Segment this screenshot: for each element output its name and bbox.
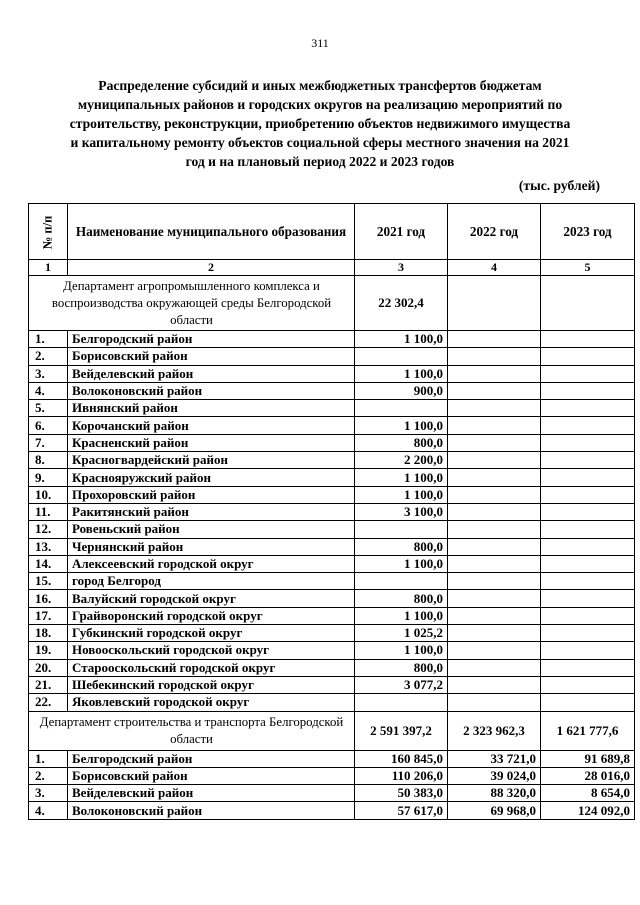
column-index-row	[29, 260, 635, 276]
row-value-2023	[541, 573, 635, 590]
row-value-2022: 33 721,0	[448, 750, 541, 767]
department-name: Департамент строительства и транспорта Белгородской области	[29, 711, 355, 750]
row-value-2022	[448, 434, 541, 451]
row-name: Алексеевский городской округ	[68, 555, 355, 572]
row-value-2022	[448, 331, 541, 348]
row-value-2023	[541, 642, 635, 659]
row-value-2022	[448, 538, 541, 555]
row-name: Чернянский район	[68, 538, 355, 555]
row-name: Ивнянский район	[68, 400, 355, 417]
row-value-2021: 800,0	[355, 590, 448, 607]
row-number: 4.	[29, 382, 68, 399]
row-value-2021: 1 100,0	[355, 486, 448, 503]
row-name: Валуйский городской округ	[68, 590, 355, 607]
row-value-2022	[448, 503, 541, 520]
table-row	[29, 750, 635, 767]
row-number: 3.	[29, 785, 68, 802]
row-value-2023	[541, 590, 635, 607]
table-row	[29, 503, 635, 520]
department-total-2021: 2 591 397,2	[355, 711, 448, 750]
row-value-2022	[448, 348, 541, 365]
table-row	[29, 452, 635, 469]
column-index: 4	[448, 260, 541, 276]
department-total-2023	[541, 276, 635, 331]
subsidy-table	[28, 203, 635, 820]
row-value-2021: 800,0	[355, 538, 448, 555]
column-index: 2	[68, 260, 355, 276]
row-number: 19.	[29, 642, 68, 659]
table-row	[29, 434, 635, 451]
row-number: 2.	[29, 767, 68, 784]
header-2022: 2022 год	[448, 204, 541, 260]
row-value-2022	[448, 417, 541, 434]
row-value-2021	[355, 573, 448, 590]
department-total-2022	[448, 276, 541, 331]
row-number: 3.	[29, 365, 68, 382]
row-value-2023	[541, 694, 635, 711]
row-value-2022	[448, 452, 541, 469]
table-row	[29, 486, 635, 503]
table-row	[29, 767, 635, 784]
row-number: 21.	[29, 676, 68, 693]
row-number: 13.	[29, 538, 68, 555]
row-value-2021: 800,0	[355, 434, 448, 451]
title-line: год и на плановый период 2022 и 2023 годов	[185, 154, 455, 169]
table-row	[29, 802, 635, 819]
table-row	[29, 694, 635, 711]
row-value-2022	[448, 573, 541, 590]
row-value-2023	[541, 676, 635, 693]
row-value-2022	[448, 469, 541, 486]
row-value-2021: 50 383,0	[355, 785, 448, 802]
row-number: 8.	[29, 452, 68, 469]
table-row	[29, 538, 635, 555]
row-value-2023: 124 092,0	[541, 802, 635, 819]
row-value-2023	[541, 452, 635, 469]
row-name: Грайворонский городской округ	[68, 607, 355, 624]
row-number: 7.	[29, 434, 68, 451]
row-value-2021	[355, 400, 448, 417]
department-total-2022: 2 323 962,3	[448, 711, 541, 750]
row-name: Красногвардейский район	[68, 452, 355, 469]
row-name: Ракитянский район	[68, 503, 355, 520]
row-number: 17.	[29, 607, 68, 624]
page-number: 311	[311, 36, 329, 50]
row-number: 20.	[29, 659, 68, 676]
table-row	[29, 573, 635, 590]
row-value-2021: 1 100,0	[355, 365, 448, 382]
row-number: 4.	[29, 802, 68, 819]
row-name: Прохоровский район	[68, 486, 355, 503]
title-line: строительству, реконструкции, приобретению объектов недвижимого имущества	[69, 116, 571, 131]
row-value-2023	[541, 486, 635, 503]
row-name: Борисовский район	[68, 767, 355, 784]
table-row	[29, 348, 635, 365]
row-number: 2.	[29, 348, 68, 365]
row-value-2023	[541, 400, 635, 417]
row-value-2023	[541, 331, 635, 348]
row-value-2022	[448, 659, 541, 676]
row-value-2022	[448, 694, 541, 711]
row-value-2021: 57 617,0	[355, 802, 448, 819]
row-value-2022	[448, 676, 541, 693]
row-value-2023	[541, 503, 635, 520]
row-value-2021	[355, 694, 448, 711]
row-value-2023	[541, 659, 635, 676]
table-row	[29, 400, 635, 417]
row-value-2022	[448, 365, 541, 382]
department-row	[29, 711, 635, 750]
row-value-2022	[448, 555, 541, 572]
title-line: муниципальных районов и городских округов на реализацию мероприятий по	[77, 97, 563, 112]
table-row	[29, 625, 635, 642]
row-value-2022	[448, 521, 541, 538]
row-value-2021	[355, 348, 448, 365]
row-value-2021: 800,0	[355, 659, 448, 676]
row-value-2021: 110 206,0	[355, 767, 448, 784]
table-row	[29, 382, 635, 399]
table-row	[29, 659, 635, 676]
table-row	[29, 590, 635, 607]
row-name: Борисовский район	[68, 348, 355, 365]
row-name: Красненский район	[68, 434, 355, 451]
table-row	[29, 331, 635, 348]
row-name: Шебекинский городской округ	[68, 676, 355, 693]
table-row	[29, 417, 635, 434]
table-row	[29, 642, 635, 659]
row-value-2023	[541, 365, 635, 382]
row-value-2022	[448, 382, 541, 399]
row-name: Белгородский район	[68, 750, 355, 767]
table-row	[29, 607, 635, 624]
row-name: Корочанский район	[68, 417, 355, 434]
row-number: 5.	[29, 400, 68, 417]
row-name: Яковлевский городской округ	[68, 694, 355, 711]
header-number: № п/п	[29, 204, 68, 260]
row-value-2022	[448, 486, 541, 503]
row-value-2021: 3 100,0	[355, 503, 448, 520]
row-number: 22.	[29, 694, 68, 711]
row-value-2021: 160 845,0	[355, 750, 448, 767]
row-name: Волоконовский район	[68, 382, 355, 399]
row-value-2023	[541, 625, 635, 642]
row-name: Вейделевский район	[68, 785, 355, 802]
row-value-2023	[541, 348, 635, 365]
header-2023: 2023 год	[541, 204, 635, 260]
row-value-2022	[448, 590, 541, 607]
row-name: Ровеньский район	[68, 521, 355, 538]
row-number: 14.	[29, 555, 68, 572]
row-name: Новооскольский городской округ	[68, 642, 355, 659]
table-row	[29, 365, 635, 382]
row-number: 15.	[29, 573, 68, 590]
row-name: Краснояружский район	[68, 469, 355, 486]
row-value-2022: 69 968,0	[448, 802, 541, 819]
row-number: 9.	[29, 469, 68, 486]
row-name: Вейделевский район	[68, 365, 355, 382]
row-name: город Белгород	[68, 573, 355, 590]
row-value-2023	[541, 469, 635, 486]
row-value-2023	[541, 607, 635, 624]
document-title	[30, 76, 610, 171]
row-name: Старооскольский городской округ	[68, 659, 355, 676]
table-row	[29, 676, 635, 693]
row-value-2022: 88 320,0	[448, 785, 541, 802]
row-value-2022	[448, 607, 541, 624]
column-index: 3	[355, 260, 448, 276]
row-value-2021: 1 100,0	[355, 417, 448, 434]
column-index: 1	[29, 260, 68, 276]
row-value-2022: 39 024,0	[448, 767, 541, 784]
row-number: 11.	[29, 503, 68, 520]
row-value-2022	[448, 625, 541, 642]
row-value-2021: 1 100,0	[355, 642, 448, 659]
row-number: 10.	[29, 486, 68, 503]
department-row	[29, 276, 635, 331]
row-value-2021: 1 100,0	[355, 331, 448, 348]
department-total-2021: 22 302,4	[355, 276, 448, 331]
header-2021: 2021 год	[355, 204, 448, 260]
row-number: 6.	[29, 417, 68, 434]
title-line: и капитальному ремонту объектов социальной сферы местного значения на 2021	[70, 135, 570, 150]
row-value-2022	[448, 642, 541, 659]
header-name: Наименование муниципального образования	[68, 204, 355, 260]
row-value-2023: 91 689,8	[541, 750, 635, 767]
column-index: 5	[541, 260, 635, 276]
title-line: Распределение субсидий и иных межбюджетных трансфертов бюджетам	[98, 78, 542, 93]
row-value-2023	[541, 382, 635, 399]
row-number: 12.	[29, 521, 68, 538]
row-value-2021: 900,0	[355, 382, 448, 399]
table-row	[29, 785, 635, 802]
row-value-2023	[541, 417, 635, 434]
row-number: 18.	[29, 625, 68, 642]
department-total-2023: 1 621 777,6	[541, 711, 635, 750]
row-value-2023	[541, 538, 635, 555]
row-value-2023	[541, 555, 635, 572]
row-value-2023	[541, 521, 635, 538]
row-number: 1.	[29, 331, 68, 348]
department-name: Департамент агропромышленного комплекса и воспроизводства окружающей среды Белгородской области	[29, 276, 355, 331]
row-value-2021: 1 025,2	[355, 625, 448, 642]
row-value-2023: 8 654,0	[541, 785, 635, 802]
row-value-2022	[448, 400, 541, 417]
row-name: Губкинский городской округ	[68, 625, 355, 642]
units-label: (тыс. рублей)	[518, 178, 600, 193]
table-row	[29, 521, 635, 538]
row-value-2021	[355, 521, 448, 538]
table-row	[29, 469, 635, 486]
row-number: 1.	[29, 750, 68, 767]
row-name: Волоконовский район	[68, 802, 355, 819]
row-value-2021: 1 100,0	[355, 469, 448, 486]
row-value-2021: 1 100,0	[355, 607, 448, 624]
row-value-2023: 28 016,0	[541, 767, 635, 784]
row-value-2021: 2 200,0	[355, 452, 448, 469]
table-row	[29, 555, 635, 572]
table-header-row	[29, 204, 635, 260]
row-value-2023	[541, 434, 635, 451]
row-number: 16.	[29, 590, 68, 607]
row-value-2021: 1 100,0	[355, 555, 448, 572]
row-name: Белгородский район	[68, 331, 355, 348]
row-value-2021: 3 077,2	[355, 676, 448, 693]
